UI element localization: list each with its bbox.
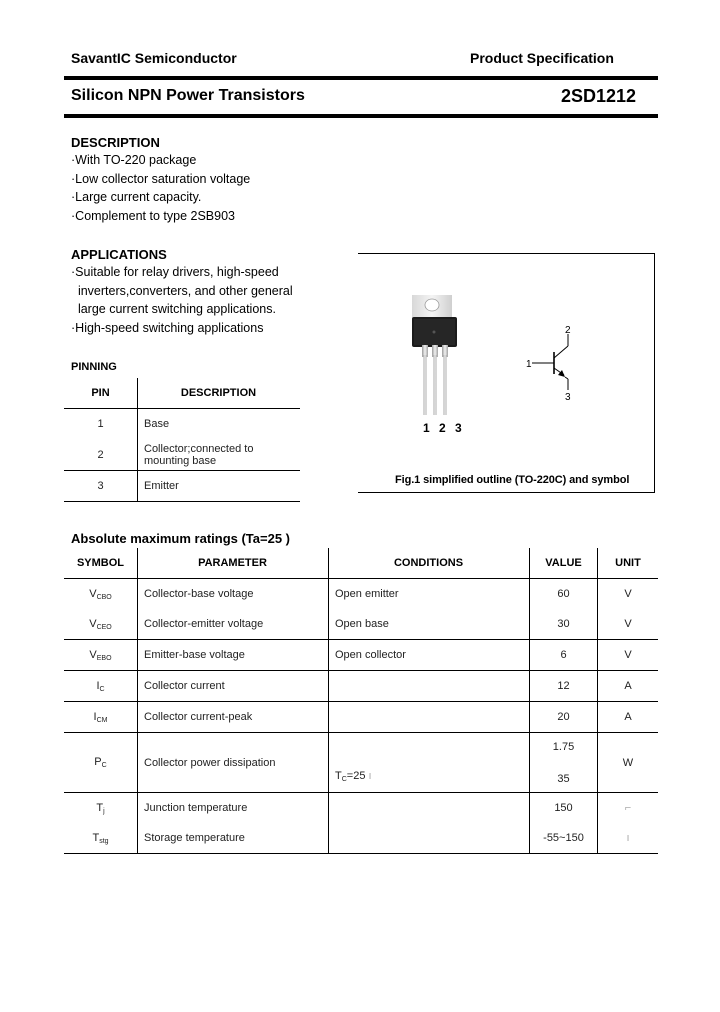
conditions-cell — [329, 671, 530, 702]
unit-cell: A — [598, 702, 659, 733]
pin-description: Base — [144, 418, 170, 430]
value-header: VALUE — [530, 548, 598, 579]
symbol-label-collector: 2 — [565, 325, 571, 336]
unit-cell: ⌐ — [624, 802, 632, 814]
value-cell: 30 — [530, 609, 598, 640]
description-item: ·Large current capacity. — [71, 190, 202, 205]
unit-cell: V — [598, 640, 659, 671]
pin-description: Emitter — [138, 471, 301, 502]
symbol-cell: $I_{CM}$ — [64, 702, 138, 733]
page-title: Silicon NPN Power Transistors — [71, 87, 305, 104]
pin-header: PIN — [64, 378, 138, 409]
table-row — [64, 671, 658, 702]
conditions-cell — [329, 702, 530, 733]
applications-section — [71, 247, 293, 338]
symbol-label-emitter: 3 — [565, 392, 571, 402]
symbol-header: SYMBOL — [64, 548, 138, 579]
ratings-table — [64, 548, 658, 854]
symbol-label-base: 1 — [526, 359, 532, 370]
table-row — [64, 579, 658, 610]
applications-item: inverters,converters, and other general — [71, 283, 293, 298]
description-item: ·With TO-220 package — [71, 153, 197, 167]
pin-description: Collector;connected to mounting base — [138, 439, 301, 471]
applications-item: ·High-speed switching applications — [71, 321, 264, 336]
transistor-package-image — [400, 295, 480, 420]
table-row — [64, 409, 300, 440]
pin-number: 3 — [64, 471, 138, 502]
doc-type: Product Specification — [470, 50, 614, 66]
table-row — [64, 702, 658, 733]
conditions-cell — [329, 823, 530, 854]
description-title: DESCRIPTION — [71, 135, 160, 150]
value-cell: 60 — [530, 579, 598, 610]
symbol-cell: $I_C$ — [64, 671, 138, 702]
symbol-cell: $V_{CBO}$ — [64, 579, 138, 610]
table-row — [64, 733, 658, 793]
pin-description-header: DESCRIPTION — [138, 378, 301, 409]
table-row — [64, 793, 658, 824]
applications-title: APPLICATIONS — [71, 247, 167, 262]
value-cell: -55~150 — [530, 823, 598, 854]
parameter-cell: Collector current — [138, 671, 329, 702]
value-cell: 12 — [530, 671, 598, 702]
symbol-cell: $V_{EBO}$ — [64, 640, 138, 671]
parameter-header: PARAMETER — [138, 548, 329, 579]
unit-cell: ı — [598, 823, 659, 854]
table-row — [64, 640, 658, 671]
parameter-cell: Storage temperature — [138, 823, 329, 854]
parameter-cell: Emitter-base voltage — [138, 640, 329, 671]
conditions-cell — [329, 793, 530, 824]
symbol-cell: $P_C$ — [64, 733, 138, 793]
conditions-cell: $T_C=25$ ı — [329, 733, 530, 793]
applications-item: ·Suitable for relay drivers, high-speed — [71, 265, 279, 279]
pinning-title: PINNING — [71, 361, 117, 373]
npn-transistor-symbol-icon — [520, 322, 580, 402]
ratings-title: Absolute maximum ratings (Ta=25 ) — [71, 531, 291, 546]
symbol-cell: $T_{stg}$ — [64, 823, 138, 854]
table-row — [64, 823, 658, 854]
pin-number: 1 — [64, 409, 138, 440]
parameter-cell: Collector current-peak — [138, 702, 329, 733]
conditions-cell: Open collector — [329, 640, 530, 671]
table-row — [64, 471, 300, 502]
unit-cell: W — [598, 733, 659, 793]
parameter-cell: Collector-base voltage — [138, 579, 329, 610]
figure-caption: Fig.1 simplified outline (TO-220C) and symbol — [395, 474, 630, 486]
pinning-table — [64, 378, 300, 502]
description-section — [71, 135, 250, 226]
description-item: ·Complement to type 2SB903 — [71, 209, 235, 224]
parameter-cell: Collector power dissipation — [138, 733, 329, 793]
header-rule-bottom — [64, 114, 658, 118]
header-rule-top — [64, 76, 658, 80]
part-number: 2SD1212 — [561, 86, 637, 106]
description-item: ·Low collector saturation voltage — [71, 171, 251, 186]
unit-cell: A — [598, 671, 659, 702]
company-name: SavantIC Semiconductor — [71, 50, 237, 66]
table-row — [64, 609, 658, 640]
parameter-cell: Junction temperature — [138, 793, 329, 824]
symbol-cell: $V_{CEO}$ — [64, 609, 138, 640]
table-row — [64, 439, 300, 471]
parameter-cell: Collector-emitter voltage — [138, 609, 329, 640]
value-cell: 20 — [530, 702, 598, 733]
unit-header: UNIT — [598, 548, 659, 579]
unit-cell: V — [624, 588, 632, 600]
unit-cell: V — [598, 609, 659, 640]
value-cell: 150 — [530, 793, 598, 824]
value-cell: 1.75 35 — [530, 733, 598, 793]
conditions-header: CONDITIONS — [329, 548, 530, 579]
applications-item: large current switching applications. — [71, 302, 276, 317]
symbol-cell: $T_j$ — [64, 793, 138, 824]
conditions-cell: Open base — [329, 609, 530, 640]
conditions-cell: Open emitter — [329, 579, 530, 610]
package-pin-labels: 1 2 3 — [423, 421, 465, 435]
pin-number: 2 — [64, 439, 138, 471]
value-cell: 6 — [530, 640, 598, 671]
